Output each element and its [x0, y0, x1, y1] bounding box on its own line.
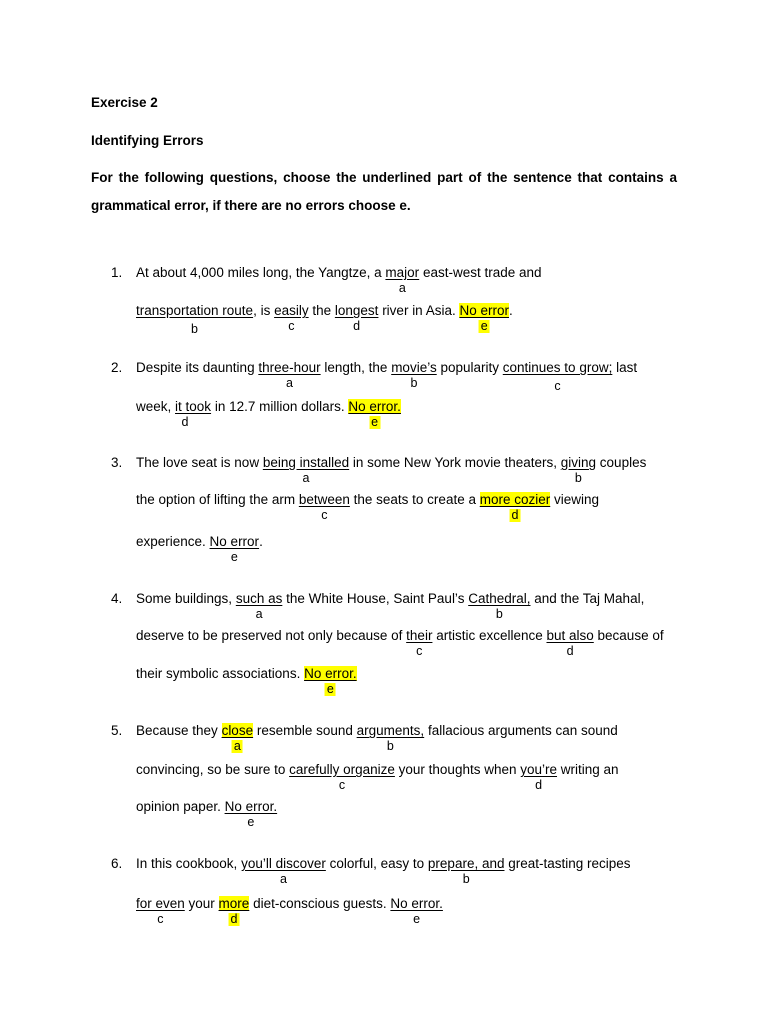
option-d-label: d	[535, 778, 543, 792]
option-a-label: a	[398, 281, 406, 295]
option-c-text: between c	[298, 492, 350, 522]
option-d-text: but also d	[546, 628, 594, 658]
option-b-text: transportation route b	[136, 303, 254, 336]
exercise-title: Exercise 2	[91, 95, 158, 110]
option-e-label: e	[326, 682, 334, 696]
question-line: experience. No error e .	[136, 534, 263, 564]
question-line: transportation route b , is easily c the longest d river in Asia. No error e .	[136, 303, 513, 336]
option-b-text: giving b	[560, 455, 597, 485]
option-a-text: three-hour a	[258, 360, 321, 390]
option-b-text: prepare, and b	[427, 856, 505, 886]
option-d-label: d	[181, 415, 189, 429]
option-a-text: such as a	[235, 591, 283, 621]
option-b-label: b	[495, 607, 503, 621]
question-line: Because they close a resemble sound arguments, b fallacious arguments can sound	[136, 723, 618, 753]
option-d-text: more d	[218, 896, 250, 926]
question-line: week, it took d in 12.7 million dollars. No error. e	[136, 399, 401, 429]
option-c-text: easily c	[274, 303, 309, 333]
question-line: their symbolic associations. No error. e	[136, 666, 357, 696]
instructions: For the following questions, choose the underlined part of the sentence that contains a grammatical error, if there are no errors choose e.	[91, 170, 677, 213]
option-d-text: more cozier d	[479, 492, 551, 522]
question-line: At about 4,000 miles long, the Yangtze, a major a east-west trade and	[136, 265, 542, 295]
option-a-label: a	[279, 872, 287, 886]
option-c-label: c	[338, 778, 346, 792]
question-number: 5.	[111, 723, 123, 738]
option-e-text: No error. e	[348, 399, 401, 429]
option-d-label: d	[511, 508, 519, 522]
option-c-label: c	[157, 912, 164, 926]
option-e-label: e	[247, 815, 255, 829]
option-e-label: e	[230, 550, 238, 564]
option-e-label: e	[413, 912, 421, 926]
option-a-text: close a	[221, 723, 254, 753]
question-line: In this cookbook, you’ll discover a colorful, easy to prepare, and b great-tasting recipes	[136, 856, 631, 886]
option-d-label: d	[353, 319, 361, 333]
question-number: 1.	[111, 265, 123, 280]
option-e-text: No error. e	[304, 666, 357, 696]
option-b-text: movie’s b	[391, 360, 437, 390]
option-b-text: Cathedral, b	[468, 591, 531, 621]
option-c-text: continues to grow; c	[502, 360, 613, 393]
question-number: 6.	[111, 856, 123, 871]
option-a-label: a	[302, 471, 310, 485]
option-b-label: b	[386, 739, 394, 753]
option-c-text: carefully organize c	[289, 762, 395, 792]
option-b-text: arguments, b	[356, 723, 425, 753]
option-e-text: No error e	[209, 534, 260, 564]
option-e-label: e	[480, 319, 488, 333]
option-b-label: b	[462, 872, 470, 886]
option-a-label: a	[255, 607, 263, 621]
question-line: opinion paper. No error. e	[136, 799, 278, 829]
question-line: the option of lifting the arm between c the seats to create a more cozier d viewing	[136, 492, 600, 522]
option-a-label: a	[233, 739, 241, 753]
option-a-label: a	[285, 376, 293, 390]
option-c-text: for even c	[136, 896, 185, 926]
option-b-label: b	[574, 471, 582, 485]
option-a-text: major a	[385, 265, 420, 295]
question-number: 4.	[111, 591, 123, 606]
option-d-label: d	[566, 644, 574, 658]
option-e-label: e	[371, 415, 379, 429]
question-line: deserve to be preserved not only because of their c artistic excellence but also d because of	[136, 628, 664, 658]
option-c-label: c	[554, 379, 561, 393]
question-line: The love seat is now being installed a in some New York movie theaters, giving b couples	[136, 455, 647, 485]
question-number: 2.	[111, 360, 123, 375]
option-d-text: longest d	[334, 303, 379, 333]
option-d-text: you’re d	[520, 762, 558, 792]
option-a-text: you’ll discover a	[241, 856, 326, 886]
question-line: Despite its daunting three-hour a length, the movie’s b popularity continues to grow; c last	[136, 360, 638, 393]
question-line: for even c your more d diet-conscious guests. No error. e	[136, 896, 443, 926]
option-e-text: No error. e	[390, 896, 443, 926]
question-number: 3.	[111, 455, 123, 470]
question-line: Some buildings, such as a the White House, Saint Paul’s Cathedral, b and the Taj Mahal,	[136, 591, 645, 621]
option-d-label: d	[230, 912, 238, 926]
section-title: Identifying Errors	[91, 133, 204, 148]
option-d-text: it took d	[175, 399, 212, 429]
option-b-label: b	[410, 376, 418, 390]
option-c-label: c	[416, 644, 423, 658]
option-c-label: c	[288, 319, 295, 333]
option-e-text: No error. e	[224, 799, 278, 829]
option-b-label: b	[191, 322, 199, 336]
question-line: convincing, so be sure to carefully organize c your thoughts when you’re d writing an	[136, 762, 619, 792]
option-a-text: being installed a	[262, 455, 350, 485]
option-c-label: c	[321, 508, 328, 522]
option-c-text: their c	[406, 628, 433, 658]
option-e-text: No error e	[459, 303, 509, 333]
